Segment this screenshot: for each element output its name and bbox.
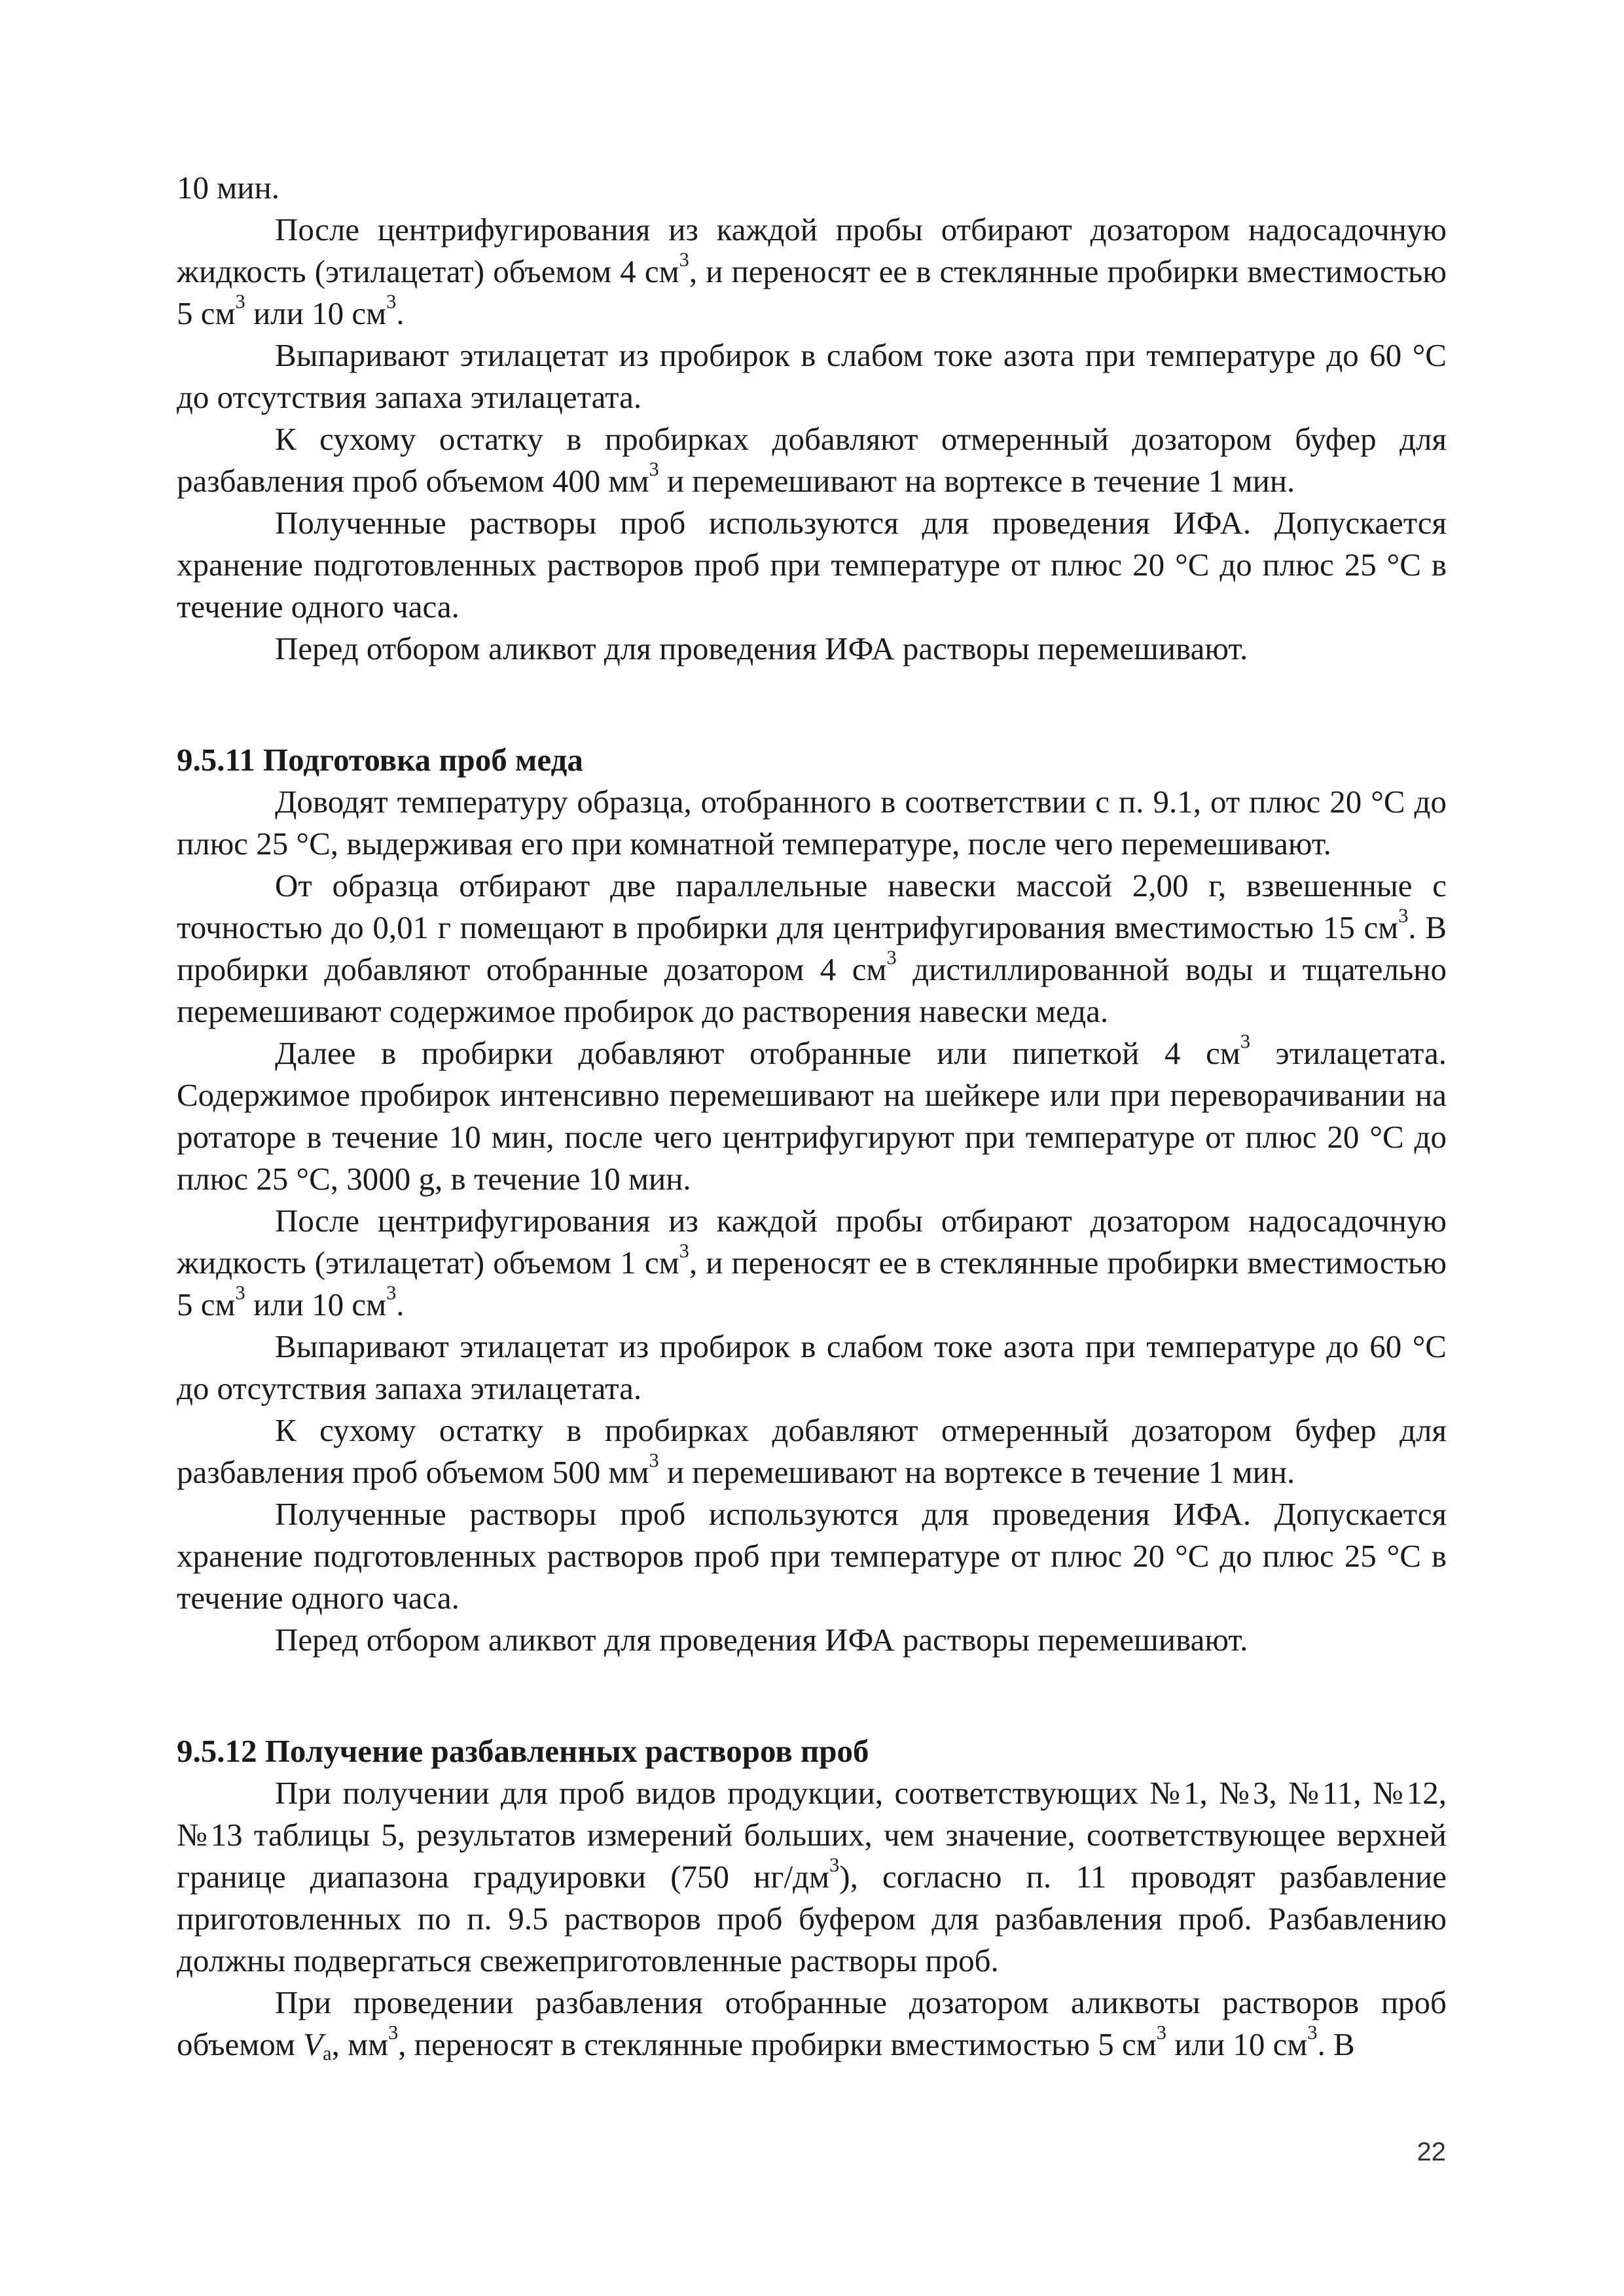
paragraph: К сухому остатку в пробирках добавляют отмеренный дозатором буфер для разбавления проб объемом 400 $мм^3$ и перемешивают на вортексе в течение 1 мин. (177, 421, 1447, 499)
paragraph: 10 мин. (177, 170, 280, 206)
page-number: 22 (1416, 2138, 1446, 2166)
section-heading-9-5-12: 9.5.12 Получение разбавленных растворов проб (177, 1733, 869, 1769)
paragraph: Доводят температуру образца, отобранного в соответствии с п. 9.1, от плюс 20 °С до плюс 25 °С, выдерживая его при комнатной температуре, после чего перемешивают. (177, 784, 1447, 862)
section-heading-9-5-11: 9.5.11 Подготовка проб меда (177, 742, 583, 778)
document-page (177, 167, 1447, 2066)
variable-v: V (303, 2026, 323, 2062)
paragraph: Перед отбором аликвот для проведения ИФА растворы перемешивают. (275, 630, 1248, 666)
paragraph: Выпаривают этилацетат из пробирок в слабом токе азота при температуре до 60 °С до отсутствия запаха этилацетата. (177, 1328, 1447, 1406)
paragraph: Далее в пробирки добавляют отобранные или пипеткой 4 $см^3$ этилацетата. Содержимое пробирок интенсивно перемешивают на шейкере или при переворачивании на ротаторе в течение 10 мин, после чего центрифугируют при температуре от плюс 20 °С до плюс 25 °С, 3000 g, в течение 10 мин. (177, 1030, 1447, 1197)
paragraph: Полученные растворы проб используются для проведения ИФА. Допускается хранение подготовленных растворов проб при температуре от плюс 20 °С до плюс 25 °С в течение одного часа. (177, 505, 1447, 625)
paragraph: При получении для проб видов продукции, соответствующих №1, №3, №11, №12, №13 таблицы 5, результатов измерений больших, чем значение, соответствующее верхней границе диапазона градуировки (750 $нг/дм^3$), согласно п. 11 проводят разбавление приготовленных по п. 9.5 растворов проб буфером для разбавления проб. Разбавлению должны подвергаться свежеприготовленные растворы проб. (177, 1775, 1447, 1978)
paragraph: Перед отбором аликвот для проведения ИФА растворы перемешивают. (275, 1622, 1248, 1658)
paragraph: К сухому остатку в пробирках добавляют отмеренный дозатором буфер для разбавления проб объемом 500 $мм^3$ и перемешивают на вортексе в течение 1 мин. (177, 1412, 1447, 1490)
paragraph: Выпаривают этилацетат из пробирок в слабом токе азота при температуре до 60 °С до отсутствия запаха этилацетата. (177, 337, 1447, 415)
variable-v-subscript: a (323, 2042, 332, 2065)
paragraph: После центрифугирования из каждой пробы отбирают дозатором надосадочную жидкость (этилацетат) объемом 1 $см^3$, и переносят ее в стеклянные пробирки вместимостью 5 $см^3$ или 10 $см^3$. (177, 1203, 1447, 1322)
paragraph: При проведении разбавления отобранные дозатором аликвоты растворов проб объемом $V_a$, $мм^3$, переносят в стеклянные пробирки вместимостью 5 $см^3$ или 10 $см^3$. В (177, 1984, 1447, 2065)
paragraph: От образца отбирают две параллельные навески массой 2,00 г, взвешенные с точностью до 0,01 г помещают в пробирки для центрифугирования вместимостью 15 $см^3$. В пробирки добавляют отобранные дозатором 4 $см^3$ дистиллированной воды и тщательно перемешивают содержимое пробирок до растворения навески меда. (177, 867, 1447, 1029)
paragraph: Полученные растворы проб используются для проведения ИФА. Допускается хранение подготовленных растворов проб при температуре от плюс 20 °С до плюс 25 °С в течение одного часа. (177, 1496, 1447, 1616)
paragraph: После центрифугирования из каждой пробы отбирают дозатором надосадочную жидкость (этилацетат) объемом 4 $см^3$, и переносят ее в стеклянные пробирки вместимостью 5 $см^3$ или 10 $см^3$. (177, 211, 1447, 331)
